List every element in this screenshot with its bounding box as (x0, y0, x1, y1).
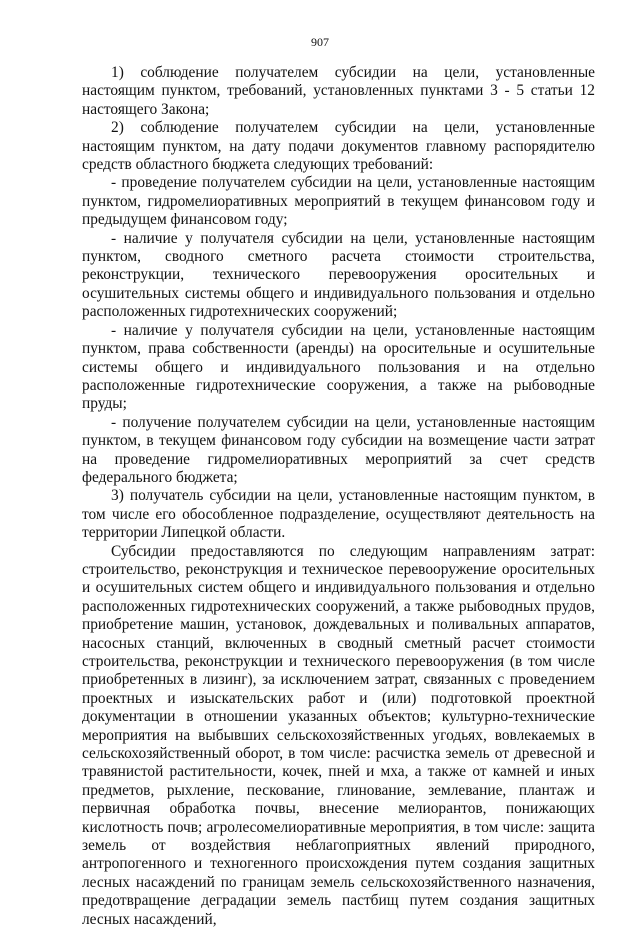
paragraph-requirement-3: - наличие у получателя субсидии на цели, установленные настоящим пунктом, права собственности (аренды) на оросительные и осушительные системы общего и индивидуального пользования и на отдельно расположенные гидротехнические сооружения, а также на рыбоводные пруды; (82, 321, 595, 413)
paragraph-condition-3: 3) получатель субсидии на цели, установленные настоящим пунктом, в том числе его обособленное подразделение, осуществляют деятельность на территории Липецкой области. (82, 487, 595, 542)
paragraph-condition-2: 2) соблюдение получателем субсидии на цели, установленные настоящим пунктом, на дату подачи документов главному распорядителю средств областного бюджета следующих требований: (82, 119, 595, 174)
paragraph-subsidy-directions: Субсидии предоставляются по следующим направлениям затрат: строительство, реконструкция и техническое перевооружение оросительных и осушительных систем общего и индивидуального пользования и отдельно расположенных гидротехнических сооружений, а также рыбоводных прудов, приобретение машин, установок, дождевальных и поливальных аппаратов, насосных станций, включенных в сводный сметный расчет стоимости строительства, реконструкции и технического перевооружения (в том числе приобретенных в лизинг), за исключением затрат, связанных с проведением проектных и изыскательских работ и (или) подготовкой проектной документации в отношении указанных объектов; культурно-технические мероприятия на выбывших сельскохозяйственных угодьях, вовлекаемых в сельскохозяйственный оборот, в том числе: расчистка земель от древесной и травянистой растительности, кочек, пней и мха, а также от камней и иных предметов, рыхление, пескование, глинование, землевание, плантаж и первичная обработка почвы, внесение мелиорантов, понижающих кислотность почв; агролесомелиоративные мероприятия, в том числе: защита земель от воздействия неблагоприятных явлений природного, антропогенного и техногенного происхождения путем создания защитных лесных насаждений по границам земель сельскохозяйственного назначения, предотвращение деградации земель пастбищ путем создания защитных лесных насаждений, (82, 542, 595, 928)
paragraph-requirement-4: - получение получателем субсидии на цели, установленные настоящим пунктом, в текущем финансовом году субсидии на возмещение части затрат на проведение гидромелиоративных мероприятий за счет средств федерального бюджета; (82, 413, 595, 486)
paragraph-requirement-1: - проведение получателем субсидии на цели, установленные настоящим пунктом, гидромелиоративных мероприятий в текущем финансовом году и предыдущем финансовом году; (82, 174, 595, 229)
page-number: 907 (311, 35, 329, 49)
document-body (82, 64, 595, 929)
paragraph-requirement-2: - наличие у получателя субсидии на цели, установленные настоящим пунктом, сводного сметного расчета стоимости строительства, реконструкции, технического перевооружения оросительных и осушительных системы общего и индивидуального пользования и отдельно расположенных гидротехнических сооружений; (82, 229, 595, 321)
paragraph-condition-1: 1) соблюдение получателем субсидии на цели, установленные настоящим пунктом, требований, установленных пунктами 3 - 5 статьи 12 настоящего Закона; (82, 64, 595, 118)
